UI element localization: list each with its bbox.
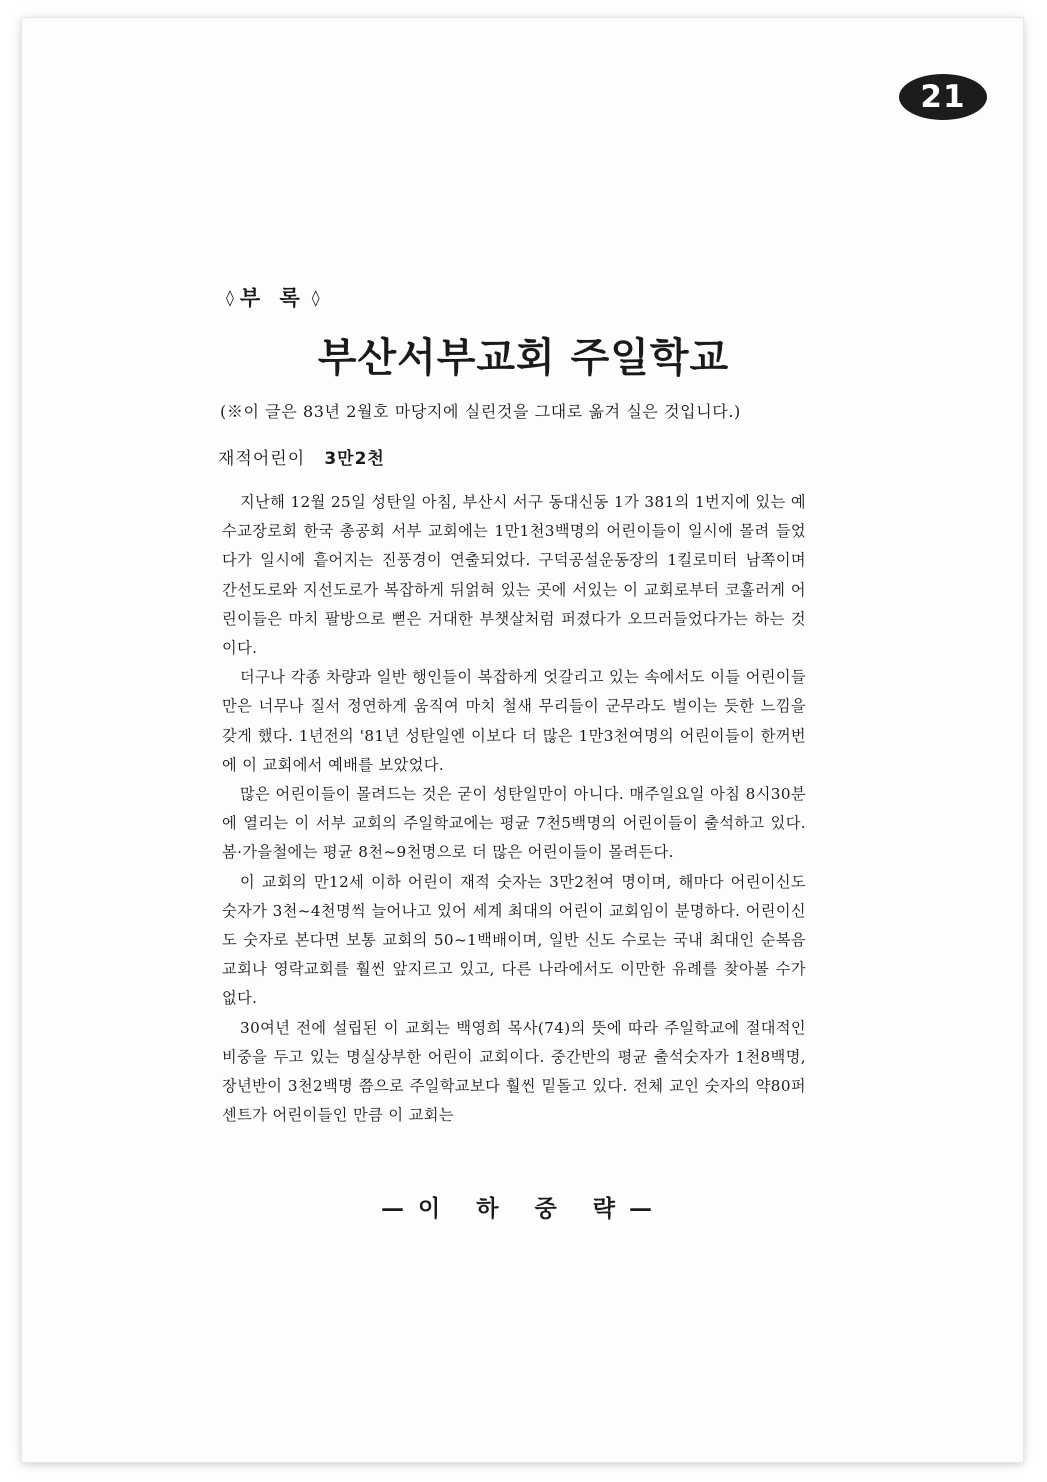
- paragraph: 30여년 전에 설립된 이 교회는 백영희 목사(74)의 뜻에 따라 주일학교에 절대적인 비중을 두고 있는 명실상부한 어린이 교회이다. 중간반의 평균 출석숫자가 1천8백명, 장년반이 3천2백명 쯤으로 주일학교보다 훨씬 밑돌고 있다. 전체 교인 숫자의 약80퍼센트가 어린이들인 만큼 이 교회는: [222, 1018, 806, 1125]
- diamond-ornament-icon: ◊: [226, 287, 234, 307]
- page-number-badge: [899, 74, 987, 120]
- section-label: [226, 282, 320, 312]
- paragraph: 지난해 12월 25일 성탄일 아침, 부산시 서구 동대신동 1가 381의 1번지에 있는 예수교장로회 한국 총공회 서부 교회에는 1만1천3백명의 어린이들이 일시에 몰려 들었다가 일시에 흩어지는 진풍경이 연출되었다. 구덕공설운동장의 1킬로미터 남쪽이며 간선도로와 지선도로가 복잡하게 뒤얽혀 있는 곳에 서있는 이 교회로부터 코훌러게 어린이들은 마치 팔방으로 뻗은 거대한 부챗살처럼 퍼졌다가 오므러들었다가는 하는 것이다.: [222, 493, 806, 658]
- subheading-label: 재적어린이: [218, 449, 306, 469]
- subheading-value: 3만2천: [324, 449, 385, 469]
- paragraph: 이 교회의 만12세 이하 어린이 재적 숫자는 3만2천여 명이며, 해마다 어린이신도 숫자가 3천~4천명씩 늘어나고 있어 세계 최대의 어린이 교회임이 분명하다. 어린이신도 숫자로 본다면 보통 교회의 50~1백배이며, 일반 신도 수로는 국내 최대인 순복음교회나 영락교회를 훨씬 앞지르고 있고, 다른 나라에서도 이만한 유례를 찾아볼 수가 없다.: [222, 872, 806, 1008]
- article-title: 부산서부교회 주일학교: [317, 335, 730, 381]
- source-note: (※이 글은 83년 2월호 마당지에 실린것을 그대로 옮겨 실은 것입니다.): [220, 402, 741, 421]
- subheading: [218, 444, 385, 469]
- section-label-text: 부 록: [239, 285, 306, 310]
- page-number: 21: [920, 79, 966, 115]
- omission-marker: —이 하 중 략—: [381, 1195, 666, 1222]
- paragraph: 더구나 각종 차량과 일반 행인들이 복잡하게 엇갈리고 있는 속에서도 이들 어린이들만은 너무나 질서 정연하게 움직여 마치 철새 무리들이 군무라도 벌이는 듯한 느낌을 갖게 했다. 1년전의 '81년 성탄일엔 이보다 더 많은 1만3천여명의 어린이들이 한꺼번에 이 교회에서 예배를 보았었다.: [222, 668, 806, 774]
- diamond-ornament-icon: ◊: [311, 287, 320, 307]
- paragraph: 많은 어린이들이 몰려드는 것은 굳이 성탄일만이 아니다. 매주일요일 아침 8시30분에 열리는 이 서부 교회의 주일학교에는 평균 7천5백명의 어린이들이 출석하고 있다. 봄·가을철에는 평균 8천~9천명으로 더 많은 어린이들이 몰려든다.: [222, 785, 806, 862]
- article-body: [222, 488, 806, 1130]
